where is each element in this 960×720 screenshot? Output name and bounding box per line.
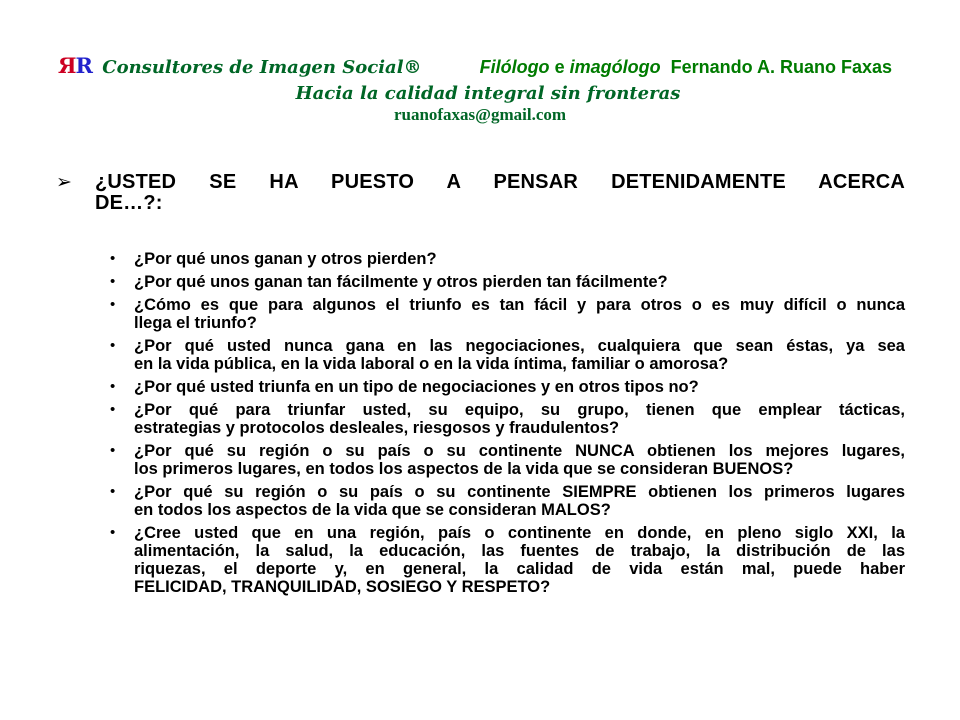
question-line: riquezas, el deporte y, en general, la calidad de vida están mal, puede haber	[134, 560, 905, 578]
list-item	[110, 524, 905, 596]
question-line: ¿Por qué su región o su país o su continente SIEMPRE obtienen los primeros lugares	[134, 483, 905, 501]
question-text	[134, 296, 905, 332]
list-item	[110, 401, 905, 437]
author-name: Fernando A. Ruano Faxas	[670, 57, 892, 77]
heading-line: ¿USTED SE HA PUESTO A PENSAR DETENIDAMENTE ACERCA	[95, 171, 905, 193]
list-item	[110, 273, 905, 291]
tagline: Hacia la calidad integral sin fronteras	[295, 83, 681, 104]
slide-header	[0, 0, 960, 125]
list-item	[110, 250, 905, 268]
bullet-icon: •	[110, 442, 116, 459]
bullet-icon: •	[110, 296, 116, 313]
question-line: ¿Por qué usted triunfa en un tipo de negociaciones y en otros tipos no?	[134, 378, 699, 396]
bullet-icon: •	[110, 524, 116, 541]
question-line: FELICIDAD, TRANQUILIDAD, SOSIEGO Y RESPETO?	[134, 578, 551, 596]
question-line: estrategias y protocolos desleales, riesgosos y fraudulentos?	[134, 419, 620, 437]
question-line: ¿Por qué unos ganan tan fácilmente y otros pierden tan fácilmente?	[134, 273, 668, 291]
brand-logo	[58, 53, 422, 78]
list-item	[110, 483, 905, 519]
bullet-icon: •	[110, 250, 116, 267]
question-text	[134, 483, 905, 519]
question-line: ¿Por qué para triunfar usted, su equipo, su grupo, tienen que emplear tácticas,	[134, 401, 905, 419]
bullet-icon: •	[110, 273, 116, 290]
list-item	[110, 296, 905, 332]
questions-list	[110, 250, 905, 596]
question-line: ¿Por qué su región o su país o su continente NUNCA obtienen los mejores lugares,	[134, 442, 905, 460]
list-item	[110, 442, 905, 478]
question-line: ¿Por qué unos ganan y otros pierden?	[134, 250, 437, 268]
bullet-icon: •	[110, 401, 116, 418]
bullet-icon: •	[110, 483, 116, 500]
title-imagologo: imagólogo	[569, 57, 661, 77]
arrow-bullet-icon: ➢	[56, 172, 72, 193]
author-title	[480, 57, 892, 78]
question-text	[134, 250, 905, 268]
question-text	[134, 273, 905, 291]
list-item	[110, 378, 905, 396]
question-line: ¿Cree usted que en una región, país o continente en donde, en pleno siglo XXI, la	[134, 524, 905, 542]
question-line: alimentación, la salud, la educación, las fuentes de trabajo, la distribución de las	[134, 542, 905, 560]
title-conjunction: e	[554, 57, 565, 77]
main-heading	[56, 172, 905, 214]
logo-letter-r: R	[75, 53, 93, 78]
question-line: los primeros lugares, en todos los aspectos de la vida que se consideran BUENOS?	[134, 460, 794, 478]
question-text	[134, 337, 905, 373]
question-line: ¿Cómo es que para algunos el triunfo es tan fácil y para otros o es muy difícil o nunca	[134, 296, 905, 314]
question-text	[134, 378, 905, 396]
logo-letter-ya: Я	[58, 53, 76, 78]
question-text	[134, 524, 905, 596]
question-line: en la vida pública, en la vida laboral o en la vida íntima, familiar o amorosa?	[134, 355, 729, 373]
heading-line: DE…?:	[95, 192, 163, 214]
question-line: en todos los aspectos de la vida que se consideran MALOS?	[134, 501, 611, 519]
brand-name: Consultores de Imagen Social®	[102, 57, 422, 78]
question-text	[134, 442, 905, 478]
header-top-row	[0, 53, 960, 78]
question-text	[134, 401, 905, 437]
list-item	[110, 337, 905, 373]
heading-text	[95, 172, 905, 214]
title-filologo: Filólogo	[479, 57, 550, 77]
question-line: ¿Por qué usted nunca gana en las negociaciones, cualquiera que sean éstas, ya sea	[134, 337, 905, 355]
question-line: llega el triunfo?	[134, 314, 257, 332]
email-address: ruanofaxas@gmail.com	[393, 105, 567, 124]
bullet-icon: •	[110, 337, 116, 354]
bullet-icon: •	[110, 378, 116, 395]
